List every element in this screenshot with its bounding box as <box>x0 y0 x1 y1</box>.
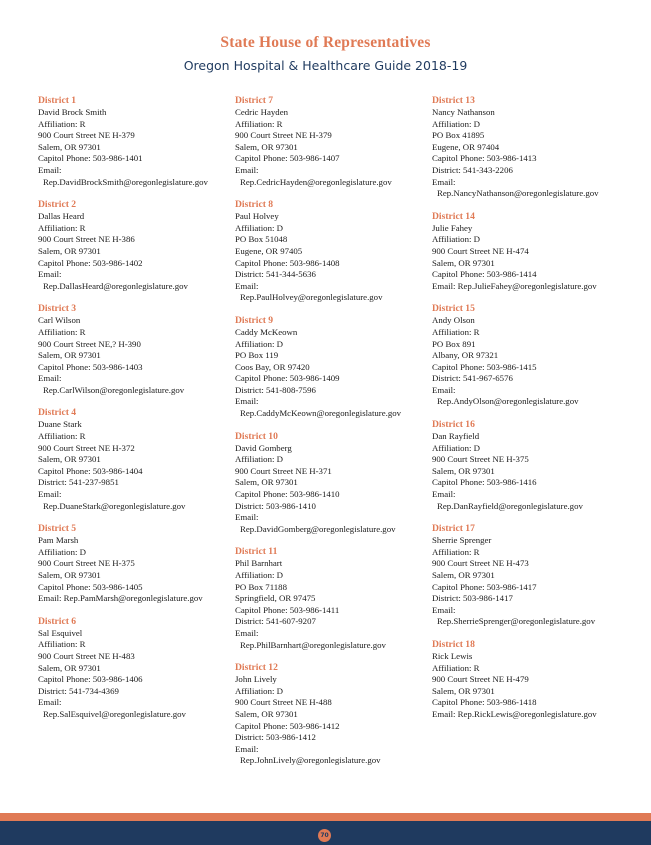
representative-entry <box>235 199 431 304</box>
district-heading: District 18 <box>432 638 475 650</box>
entry-detail-line: Salem, OR 97301 <box>432 465 495 476</box>
representative-entry <box>38 523 234 605</box>
district-heading: District 7 <box>235 95 274 106</box>
entry-detail-line: 900 Court Street NE H-474 <box>432 245 529 256</box>
entry-detail-line: Capitol Phone: 503-986-1418 <box>432 697 537 708</box>
entry-detail-line: Email: <box>432 384 456 395</box>
representative-name: Pam Marsh <box>38 535 79 546</box>
entry-detail-line: Affiliation: R <box>432 546 480 557</box>
entry-detail-line: 900 Court Street NE H-479 <box>432 674 529 685</box>
entry-detail-line: 900 Court Street NE H-379 <box>235 130 332 141</box>
district-heading: District 15 <box>432 303 475 315</box>
email-address: Rep.JohnLively@oregonlegislature.gov <box>240 755 381 766</box>
entry-detail-line: 900 Court Street NE H-371 <box>235 465 332 476</box>
representative-entry <box>432 211 628 293</box>
representative-entry <box>235 662 431 767</box>
entry-detail-line: Salem, OR 97301 <box>38 350 101 361</box>
entry-detail-line: Affiliation: D <box>235 454 283 465</box>
district-heading: District 6 <box>38 615 77 627</box>
entry-detail-line: Email: <box>38 164 62 175</box>
entry-detail-line: District: 541-607-9207 <box>235 616 316 627</box>
entry-detail-line: Capitol Phone: 503-986-1417 <box>432 581 537 592</box>
email-address: Rep.PaulHolvey@oregonlegislature.gov <box>240 292 383 303</box>
representative-entry <box>235 315 431 420</box>
district-heading: District 16 <box>432 419 475 431</box>
entry-detail-line: Email: Rep.RickLewis@oregonlegislature.gov <box>432 708 597 719</box>
entry-detail-line: Affiliation: D <box>235 685 283 696</box>
column-2 <box>235 95 431 778</box>
entry-detail-line: Affiliation: R <box>38 639 86 650</box>
email-address: Rep.DuaneStark@oregonlegislature.gov <box>43 500 186 511</box>
representative-name: David Brock Smith <box>38 107 107 117</box>
district-heading: District 12 <box>235 662 278 674</box>
representative-entry <box>432 639 628 721</box>
entry-detail-line: Email: <box>235 164 259 175</box>
district-heading: District 14 <box>432 210 475 222</box>
district-heading: District 3 <box>38 303 77 315</box>
representative-name: Dallas Heard <box>38 211 85 222</box>
entry-detail-line: Springfield, OR 97475 <box>235 593 316 604</box>
entry-detail-line: Salem, OR 97301 <box>432 685 495 696</box>
page-number-badge: 70 <box>318 829 331 842</box>
column-3 <box>432 95 628 778</box>
entry-detail-line: Salem, OR 97301 <box>38 454 101 465</box>
representative-name: Rick Lewis <box>432 650 473 661</box>
email-address: Rep.PhilBarnhart@oregonlegislature.gov <box>240 639 386 650</box>
entry-detail-line: Capitol Phone: 503-986-1407 <box>235 153 340 164</box>
entry-detail-line: Affiliation: R <box>432 326 480 337</box>
entry-detail-line: Capitol Phone: 503-986-1414 <box>432 269 537 280</box>
district-heading: District 9 <box>235 314 274 326</box>
entry-detail-line: Salem, OR 97301 <box>235 141 298 152</box>
district-heading: District 13 <box>432 95 475 106</box>
entry-detail-line: Affiliation: D <box>432 118 480 129</box>
entry-detail-line: Salem, OR 97301 <box>38 662 101 673</box>
district-heading: District 1 <box>38 95 77 106</box>
entry-detail-line: Salem, OR 97301 <box>38 141 101 152</box>
entry-detail-line: Email: <box>38 697 62 708</box>
representative-name: Duane Stark <box>38 419 82 430</box>
representative-entry <box>432 523 628 628</box>
entry-detail-line: Affiliation: D <box>235 338 283 349</box>
representative-name: Cedric Hayden <box>235 107 289 117</box>
page-subtitle: Oregon Hospital & Healthcare Guide 2018-19 <box>183 58 468 73</box>
entry-detail-line: District: 541-967-6576 <box>432 373 513 384</box>
email-address: Rep.NancyNathanson@oregonlegislature.gov <box>437 188 599 199</box>
page-header <box>0 34 651 73</box>
entry-detail-line: Albany, OR 97321 <box>432 350 499 361</box>
email-address: Rep.DanRayfield@oregonlegislature.gov <box>437 500 583 511</box>
entry-detail-line: Affiliation: D <box>235 570 283 580</box>
entry-detail-line: Email: <box>432 604 456 615</box>
representative-entry <box>38 199 234 292</box>
entry-detail-line: 900 Court Street NE H-375 <box>432 454 529 465</box>
email-address: Rep.CedricHayden@oregonlegislature.gov <box>240 176 392 187</box>
entry-detail-line: Affiliation: R <box>432 662 480 673</box>
entry-detail-line: Affiliation: R <box>235 118 283 129</box>
representative-name: Caddy McKeown <box>235 326 298 337</box>
entry-detail-line: Capitol Phone: 503-986-1408 <box>235 257 340 268</box>
entry-detail-line: PO Box 71188 <box>235 581 287 592</box>
entry-detail-line: District: 541-343-2206 <box>432 164 513 175</box>
entry-detail-line: Email: <box>432 176 456 187</box>
representative-name: Julie Fahey <box>432 222 473 233</box>
entry-detail-line: 900 Court Street NE H-375 <box>38 558 135 569</box>
district-heading: District 5 <box>38 523 77 535</box>
email-address: Rep.SherrieSprenger@oregonlegislature.gov <box>437 616 596 627</box>
representative-entry <box>235 546 431 651</box>
representative-name: Carl Wilson <box>38 315 81 326</box>
entry-detail-line: Affiliation: D <box>432 234 480 245</box>
email-address: Rep.DallasHeard@oregonlegislature.gov <box>43 280 188 291</box>
email-address: Rep.AndyOlson@oregonlegislature.gov <box>437 396 579 407</box>
representative-name: Paul Holvey <box>235 211 279 222</box>
entry-detail-line: District: 503-986-1410 <box>235 500 316 511</box>
entry-detail-line: Capitol Phone: 503-986-1406 <box>38 674 143 685</box>
email-address: Rep.DavidGomberg@oregonlegislature.gov <box>240 523 396 534</box>
entry-detail-line: Affiliation: D <box>38 546 86 557</box>
entry-detail-line: Capitol Phone: 503-986-1410 <box>235 489 340 500</box>
entry-detail-line: District: 503-986-1417 <box>432 593 513 604</box>
entry-detail-line: Affiliation: R <box>38 118 86 129</box>
district-heading: District 8 <box>235 199 274 211</box>
representative-entry <box>38 407 234 512</box>
entry-detail-line: Salem, OR 97301 <box>432 257 495 268</box>
entry-detail-line: Email: <box>38 489 62 500</box>
entry-detail-line: Email: Rep.JulieFahey@oregonlegislature.gov <box>432 280 597 291</box>
entry-detail-line: 900 Court Street NE H-386 <box>38 234 135 245</box>
entry-detail-line: Affiliation: R <box>38 431 86 442</box>
entry-detail-line: Coos Bay, OR 97420 <box>235 361 310 372</box>
entry-detail-line: District: 541-808-7596 <box>235 384 316 395</box>
entry-detail-line: Capitol Phone: 503-986-1416 <box>432 477 537 488</box>
entry-detail-line: 900 Court Street NE H-379 <box>38 130 135 141</box>
entry-detail-line: Eugene, OR 97404 <box>432 141 500 152</box>
representative-entry <box>38 95 234 188</box>
representative-entry <box>235 95 431 188</box>
representative-name: Phil Barnhart <box>235 558 283 569</box>
entry-detail-line: Email: Rep.PamMarsh@oregonlegislature.gov <box>38 593 203 604</box>
district-heading: District 2 <box>38 199 77 211</box>
representative-entry <box>432 303 628 408</box>
representative-name: Sherrie Sprenger <box>432 535 492 546</box>
entry-detail-line: Salem, OR 97301 <box>38 245 101 256</box>
entry-detail-line: Salem, OR 97301 <box>432 570 495 580</box>
entry-detail-line: Capitol Phone: 503-986-1412 <box>235 720 340 731</box>
entry-detail-line: 900 Court Street NE H-372 <box>38 442 135 453</box>
representative-name: John Lively <box>235 674 277 685</box>
email-address: Rep.DavidBrockSmith@oregonlegislature.gov <box>43 176 208 187</box>
email-address: Rep.SalEsquivel@oregonlegislature.gov <box>43 708 186 719</box>
entry-detail-line: 900 Court Street NE H-483 <box>38 650 135 661</box>
entry-detail-line: Salem, OR 97301 <box>38 570 101 580</box>
entry-detail-line: Capitol Phone: 503-986-1413 <box>432 153 537 164</box>
representative-entry <box>432 419 628 512</box>
district-heading: District 10 <box>235 430 278 442</box>
entry-detail-line: Email: <box>38 269 62 280</box>
entry-detail-line: Affiliation: R <box>38 326 86 337</box>
entry-detail-line: Email: <box>235 627 259 638</box>
entry-detail-line: Affiliation: R <box>38 222 86 233</box>
entry-detail-line: Email: <box>235 512 259 523</box>
representative-name: Sal Esquivel <box>38 627 83 638</box>
representative-entry <box>235 431 431 536</box>
representative-entry <box>432 95 628 200</box>
entry-detail-line: 900 Court Street NE H-473 <box>432 558 529 569</box>
entry-detail-line: Email: <box>235 396 259 407</box>
footer-stripe <box>0 813 651 821</box>
entry-detail-line: District: 541-237-9851 <box>38 477 119 488</box>
directory-columns <box>38 95 628 778</box>
entry-detail-line: Capitol Phone: 503-986-1402 <box>38 257 143 268</box>
entry-detail-line: Eugene, OR 97405 <box>235 245 303 256</box>
entry-detail-line: Affiliation: D <box>432 442 480 453</box>
entry-detail-line: Capitol Phone: 503-986-1409 <box>235 373 340 384</box>
entry-detail-line: Capitol Phone: 503-986-1401 <box>38 153 143 164</box>
entry-detail-line: Capitol Phone: 503-986-1411 <box>235 604 340 615</box>
entry-detail-line: PO Box 51048 <box>235 234 288 245</box>
district-heading: District 17 <box>432 523 475 535</box>
entry-detail-line: PO Box 119 <box>235 350 279 361</box>
entry-detail-line: Capitol Phone: 503-986-1403 <box>38 361 143 372</box>
entry-detail-line: 900 Court Street NE,? H-390 <box>38 338 141 349</box>
entry-detail-line: Salem, OR 97301 <box>235 477 298 488</box>
entry-detail-line: PO Box 41895 <box>432 130 485 141</box>
entry-detail-line: District: 541-344-5636 <box>235 269 316 280</box>
entry-detail-line: District: 503-986-1412 <box>235 732 316 743</box>
entry-detail-line: Salem, OR 97301 <box>235 708 298 719</box>
email-address: Rep.CarlWilson@oregonlegislature.gov <box>43 384 185 395</box>
column-1 <box>38 95 234 778</box>
representative-name: Nancy Nathanson <box>432 107 495 117</box>
entry-detail-line: Capitol Phone: 503-986-1404 <box>38 465 143 476</box>
district-heading: District 11 <box>235 546 278 558</box>
representative-entry <box>38 303 234 396</box>
entry-detail-line: Email: <box>432 489 456 500</box>
representative-entry <box>38 616 234 721</box>
representative-name: Andy Olson <box>432 315 475 326</box>
district-heading: District 4 <box>38 407 77 419</box>
page-title: State House of Representatives <box>220 34 431 51</box>
representative-name: Dan Rayfield <box>432 431 480 442</box>
entry-detail-line: PO Box 891 <box>432 338 476 349</box>
entry-detail-line: Affiliation: D <box>235 222 283 233</box>
entry-detail-line: Email: <box>235 280 259 291</box>
entry-detail-line: Capitol Phone: 503-986-1405 <box>38 581 143 592</box>
entry-detail-line: Email: <box>38 373 62 384</box>
representative-name: David Gomberg <box>235 442 292 453</box>
entry-detail-line: Capitol Phone: 503-986-1415 <box>432 361 537 372</box>
entry-detail-line: 900 Court Street NE H-488 <box>235 697 332 708</box>
email-address: Rep.CaddyMcKeown@oregonlegislature.gov <box>240 408 402 419</box>
entry-detail-line: District: 541-734-4369 <box>38 685 119 696</box>
entry-detail-line: Email: <box>235 743 259 754</box>
